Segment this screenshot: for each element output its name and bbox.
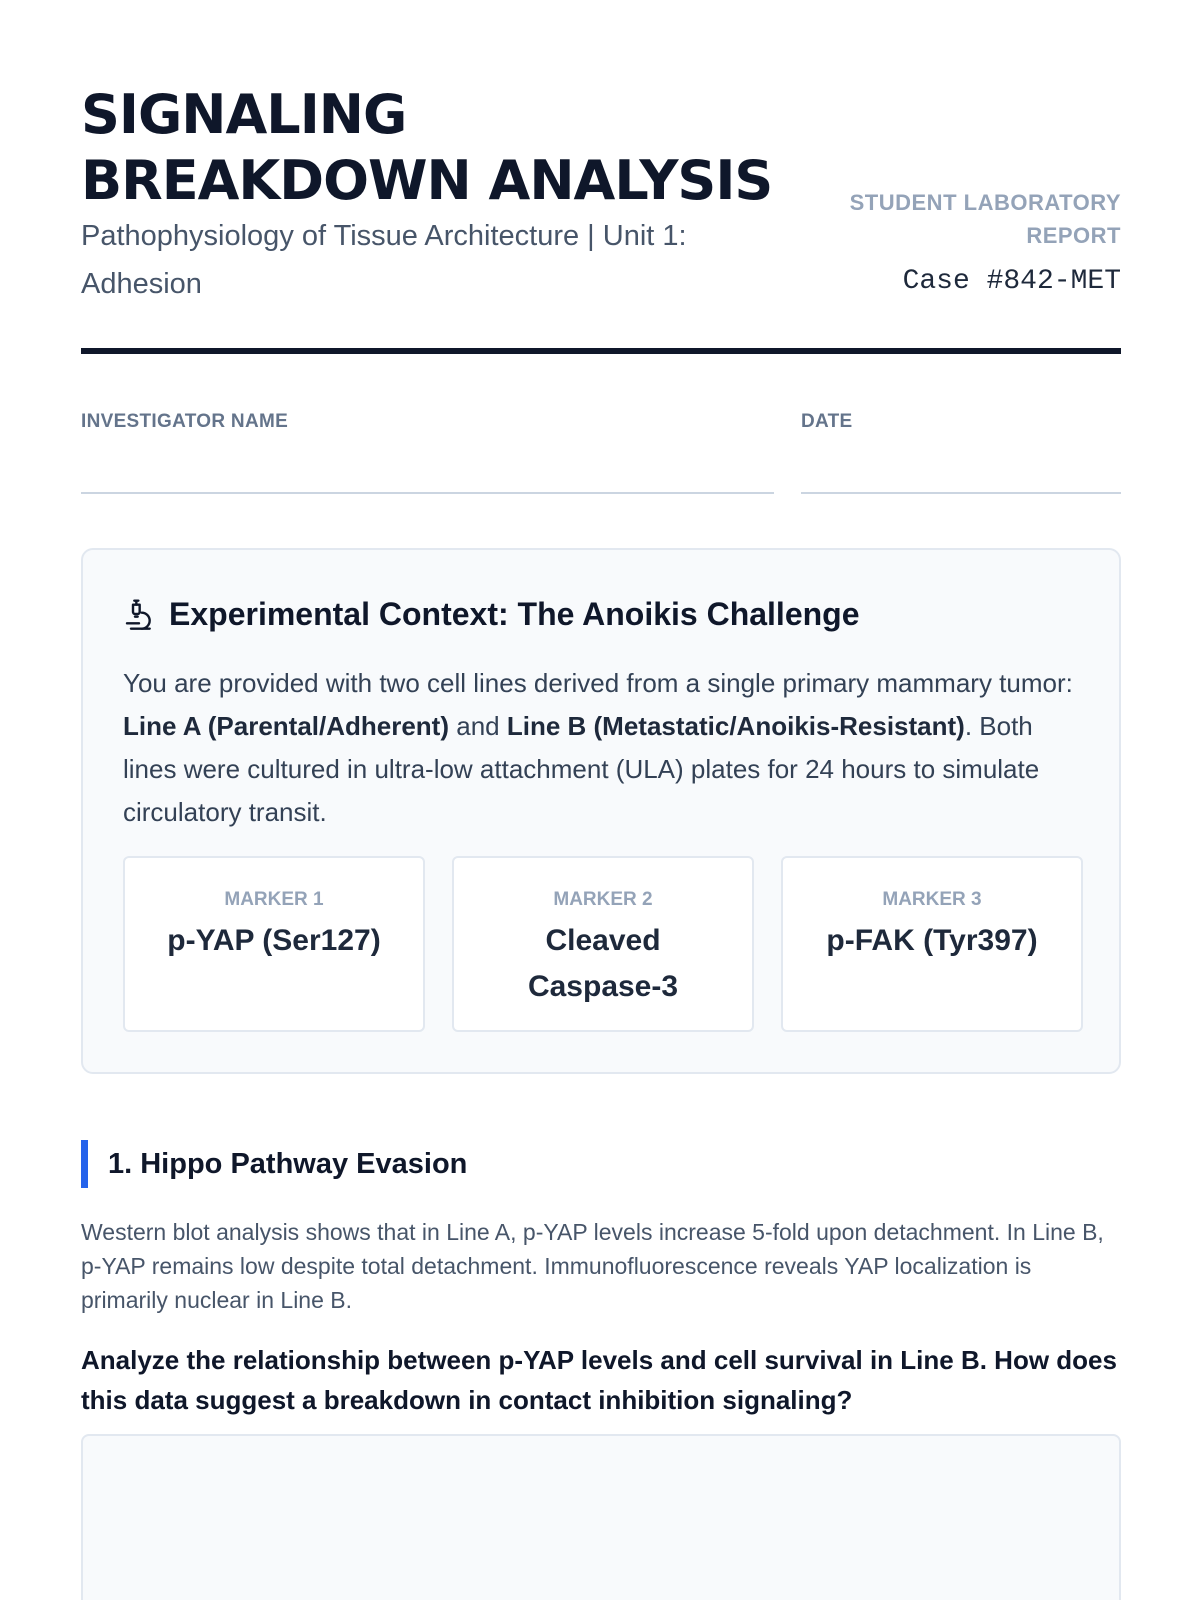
marker-label: MARKER 1 bbox=[224, 889, 324, 910]
section-1-description: Western blot analysis shows that in Line A, p-YAP levels increase 5-fold upon detachment. In Line B, p-YAP remains low despite total detachment. Immunofluorescence reveals YAP localization is primarily nuclear in Line B. bbox=[81, 1219, 1104, 1313]
marker-card-1 bbox=[123, 856, 425, 1032]
section-1-question: Analyze the relationship between p-YAP levels and cell survival in Line B. How does this data suggest a breakdown in contact inhibition signaling? bbox=[81, 1345, 1117, 1415]
marker-value: Cleaved Caspase-3 bbox=[527, 924, 679, 1003]
experimental-context-panel bbox=[81, 548, 1121, 1074]
report-type-label: STUDENT LABORATORY REPORT bbox=[849, 190, 1121, 248]
investigator-name-field[interactable] bbox=[81, 410, 774, 434]
page-subtitle: Pathophysiology of Tissue Architecture | Unit 1: Adhesion bbox=[81, 220, 687, 300]
context-text-2: and bbox=[449, 711, 507, 741]
title-line-1: SIGNALING bbox=[81, 83, 407, 146]
marker-cards bbox=[123, 856, 1083, 1032]
date-label: DATE bbox=[801, 411, 853, 432]
marker-value: p-YAP (Ser127) bbox=[167, 924, 381, 957]
line-b-name: Line B (Metastatic/Anoikis-Resistant) bbox=[506, 711, 965, 741]
report-header bbox=[81, 0, 1121, 352]
investigator-name-label: INVESTIGATOR NAME bbox=[81, 411, 289, 432]
section-accent-bar bbox=[81, 1140, 88, 1188]
marker-label: MARKER 2 bbox=[553, 889, 653, 910]
date-field[interactable] bbox=[801, 410, 1121, 434]
marker-card-2 bbox=[452, 856, 754, 1032]
section-1-title: 1. Hippo Pathway Evasion bbox=[108, 1147, 468, 1180]
context-title: Experimental Context: The Anoikis Challenge bbox=[169, 596, 860, 632]
case-id: Case #842-MET bbox=[902, 266, 1121, 297]
line-a-name: Line A (Parental/Adherent) bbox=[123, 711, 450, 741]
context-text-1: You are provided with two cell lines derived from a single primary mammary tumor: bbox=[123, 668, 1073, 698]
header-divider bbox=[81, 348, 1121, 354]
section-1-answer-box[interactable] bbox=[81, 1434, 1121, 1600]
marker-value: p-FAK (Tyr397) bbox=[826, 924, 1038, 957]
page-title bbox=[81, 82, 841, 214]
section-1-header bbox=[81, 1140, 467, 1188]
marker-label: MARKER 3 bbox=[882, 889, 982, 910]
microscope-icon bbox=[123, 596, 155, 632]
context-description bbox=[123, 662, 1083, 834]
title-line-2: BREAKDOWN ANALYSIS bbox=[81, 149, 773, 212]
investigator-name-line[interactable] bbox=[81, 492, 774, 494]
context-text-3: . Both lines were cultured in ultra-low attachment (ULA) plates for 24 hours to simulate circulatory transit. bbox=[123, 711, 1040, 827]
report-page bbox=[81, 0, 1121, 1415]
context-header bbox=[123, 594, 860, 634]
date-line[interactable] bbox=[801, 492, 1121, 494]
marker-card-3 bbox=[781, 856, 1083, 1032]
